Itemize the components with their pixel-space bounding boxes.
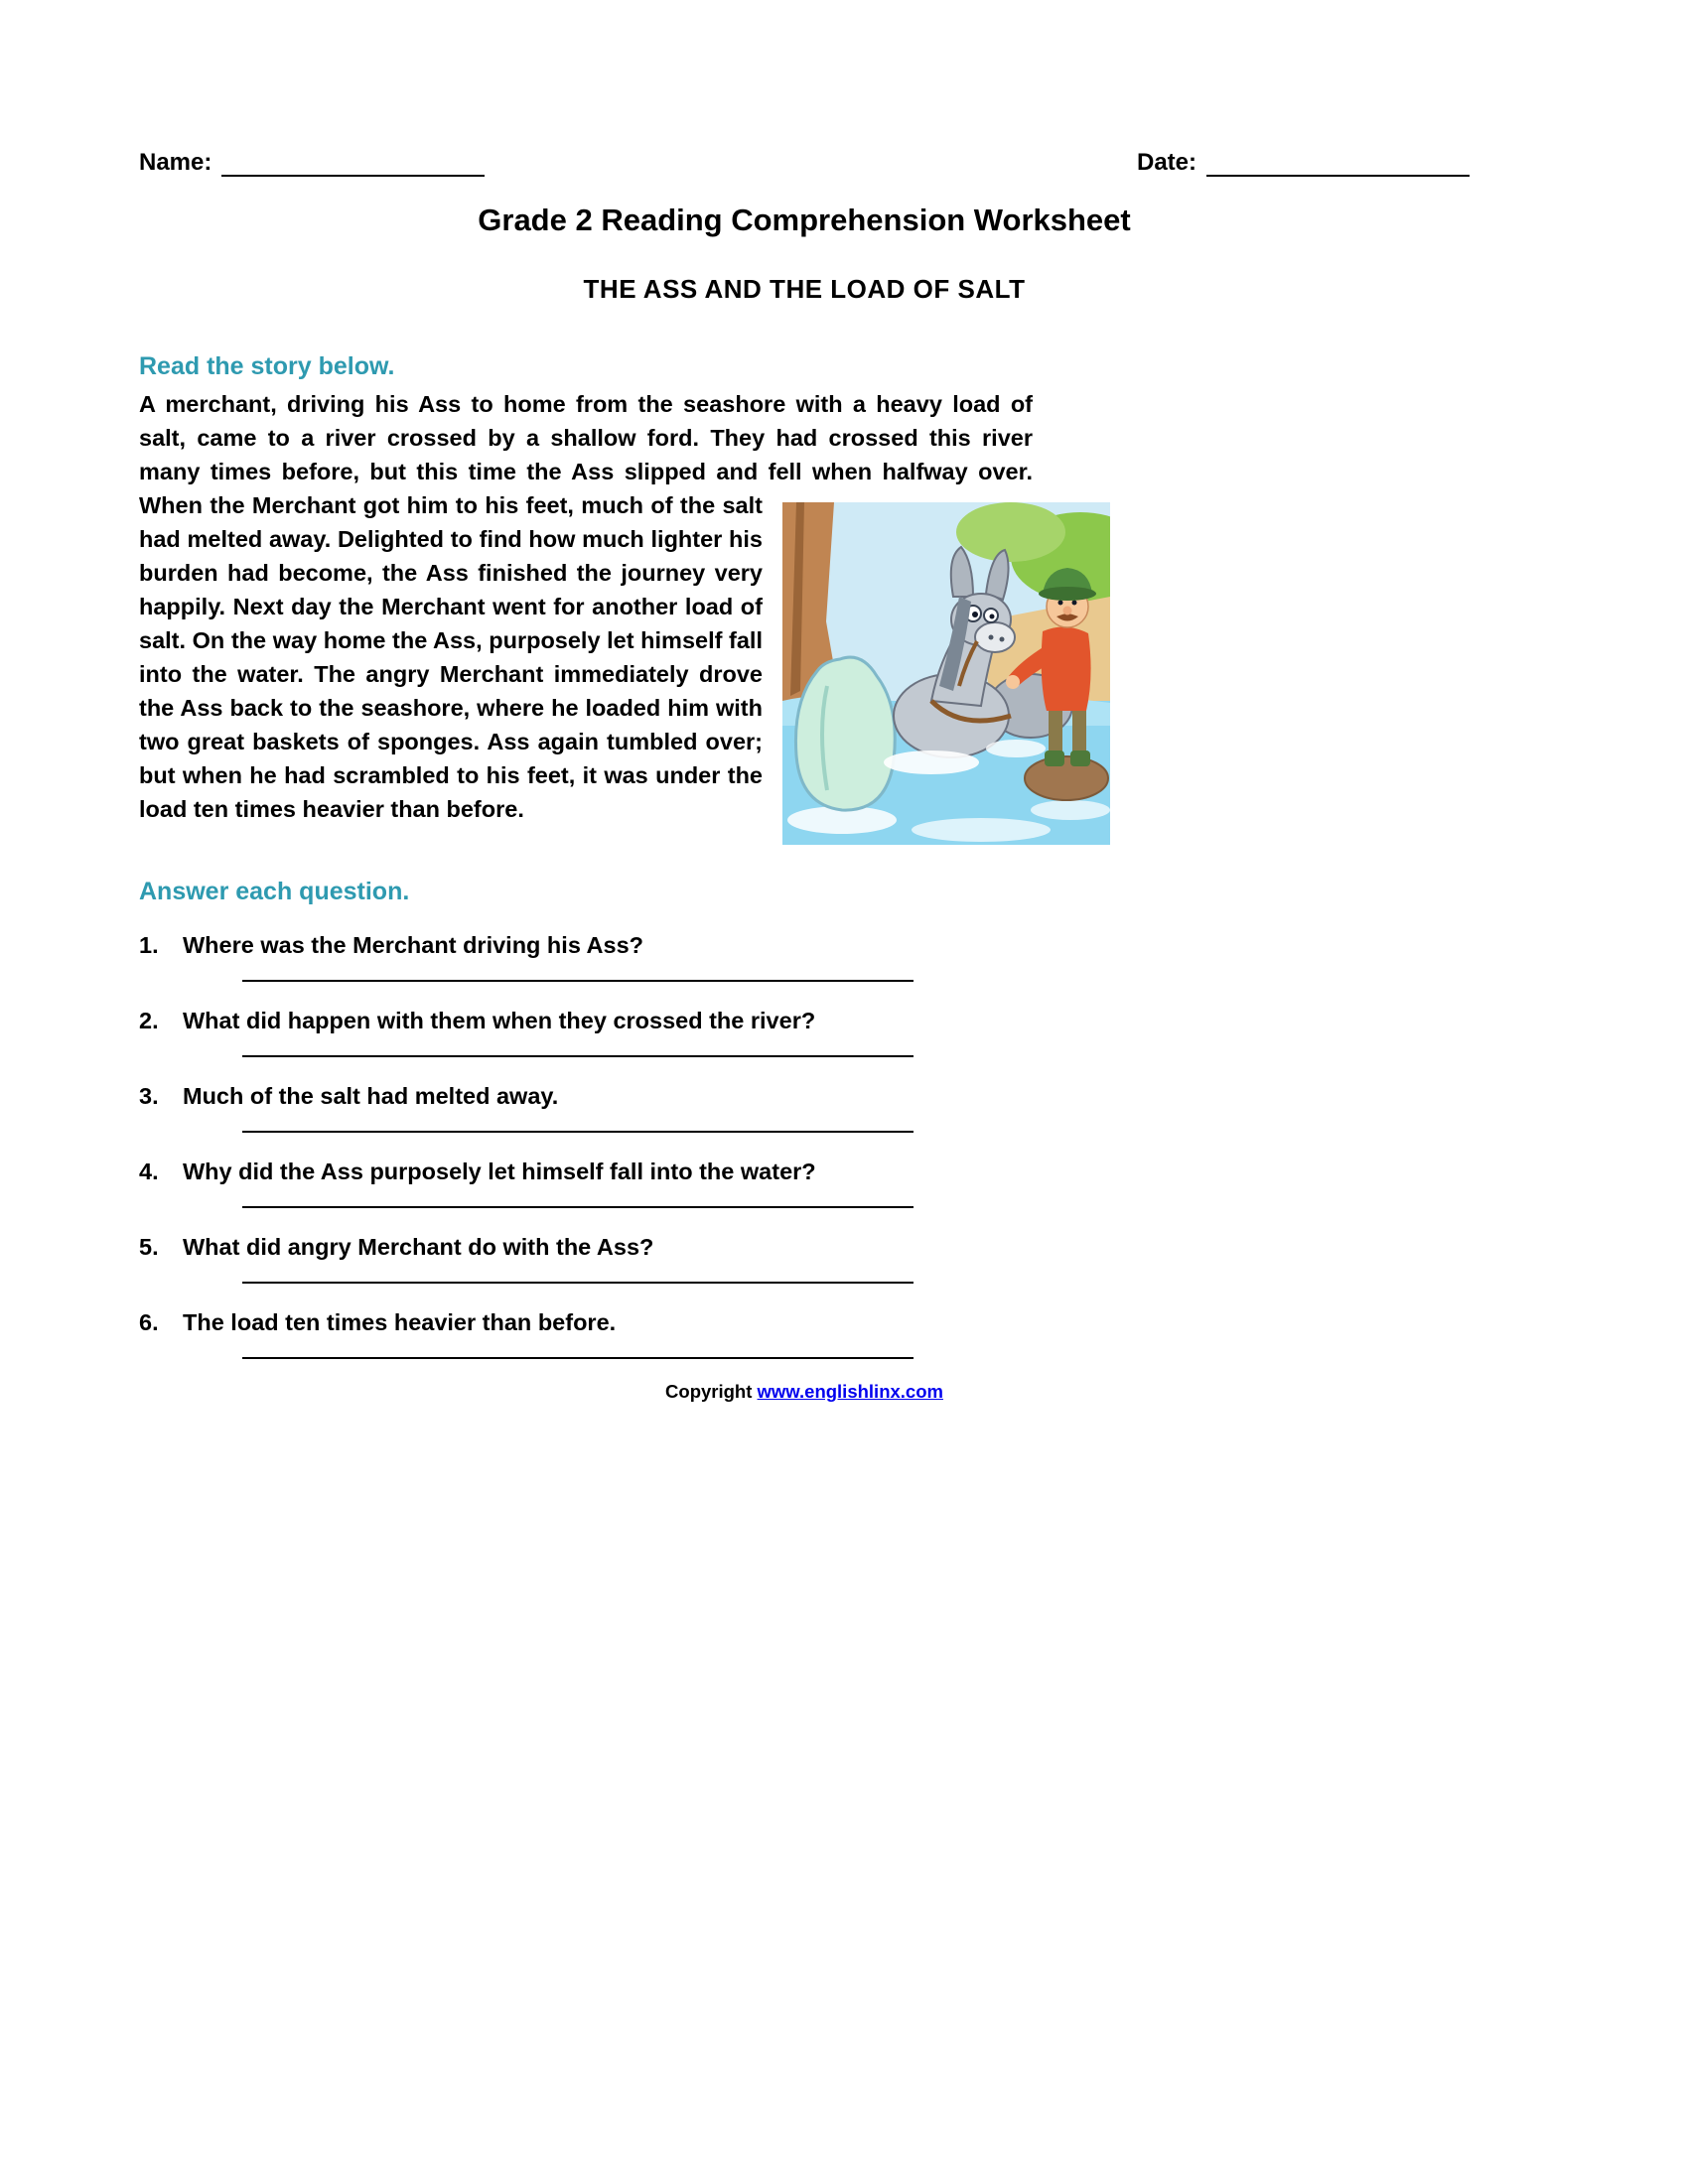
- question-text: The load ten times heavier than before.: [183, 1309, 617, 1335]
- copyright-footer: [139, 1381, 1470, 1403]
- copyright-label: Copyright: [665, 1381, 758, 1402]
- story-title: THE ASS AND THE LOAD OF SALT: [583, 274, 1026, 304]
- question-3: [139, 1081, 1470, 1111]
- question-number: 4.: [139, 1159, 159, 1184]
- date-field-group: [1137, 149, 1470, 177]
- question-number: 1.: [139, 932, 159, 958]
- question-number: 6.: [139, 1309, 159, 1335]
- answer-line-4: [242, 1206, 914, 1208]
- questions-section-heading: Answer each question.: [139, 878, 410, 905]
- question-6: [139, 1307, 1470, 1337]
- story-text-part1: A merchant, driving his Ass to home from the seashore with a heavy load of salt, came to a river crossed by a shallow ford. They had crossed this river many times before, but this time the Ass slipped and fell when halfway over.: [139, 391, 1033, 484]
- question-4: [139, 1157, 1470, 1186]
- question-text: What did happen with them when they crossed the river?: [183, 1008, 816, 1033]
- question-text: Much of the salt had melted away.: [183, 1083, 559, 1109]
- story-text-part2: When the Merchant got him to his feet, much of the salt had melted away. Delighted to find how much lighter his burden had become, the Ass finished the journey very happily. Next day the Merchant went for another load of salt. On the way home the Ass, purposely let himself fall into the water. The angry Merchant immediately drove the Ass back to the seashore, where he loaded him with two great baskets of sponges. Ass again tumbled over; but when he had scrambled to his feet, it was under the load ten times heavier than before.: [139, 492, 763, 822]
- question-number: 3.: [139, 1083, 159, 1109]
- answer-line-3: [242, 1131, 914, 1133]
- englishlinx-link[interactable]: www.englishlinx.com: [757, 1381, 943, 1402]
- story-section-heading: Read the story below.: [139, 352, 395, 380]
- date-label: Date:: [1136, 149, 1196, 176]
- name-blank-line: [221, 153, 485, 177]
- worksheet-header: [139, 149, 1470, 177]
- page-title: Grade 2 Reading Comprehension Worksheet: [478, 203, 1131, 237]
- question-text: Why did the Ass purposely let himself fall into the water?: [183, 1159, 816, 1184]
- question-2: [139, 1006, 1470, 1035]
- question-1: [139, 930, 1470, 960]
- date-blank-line: [1206, 153, 1470, 177]
- answer-line-1: [242, 980, 914, 982]
- question-text: Where was the Merchant driving his Ass?: [183, 932, 644, 958]
- question-5: [139, 1232, 1470, 1262]
- merchant-and-donkey-in-river-illustration: [782, 502, 1110, 845]
- question-text: What did angry Merchant do with the Ass?: [183, 1234, 654, 1260]
- name-label: Name:: [139, 149, 212, 176]
- name-field-group: [139, 149, 485, 177]
- answer-line-5: [242, 1282, 914, 1284]
- answer-line-2: [242, 1055, 914, 1057]
- answer-line-6: [242, 1357, 914, 1359]
- question-number: 2.: [139, 1008, 159, 1033]
- story-paragraph: [139, 387, 1033, 826]
- question-number: 5.: [139, 1234, 159, 1260]
